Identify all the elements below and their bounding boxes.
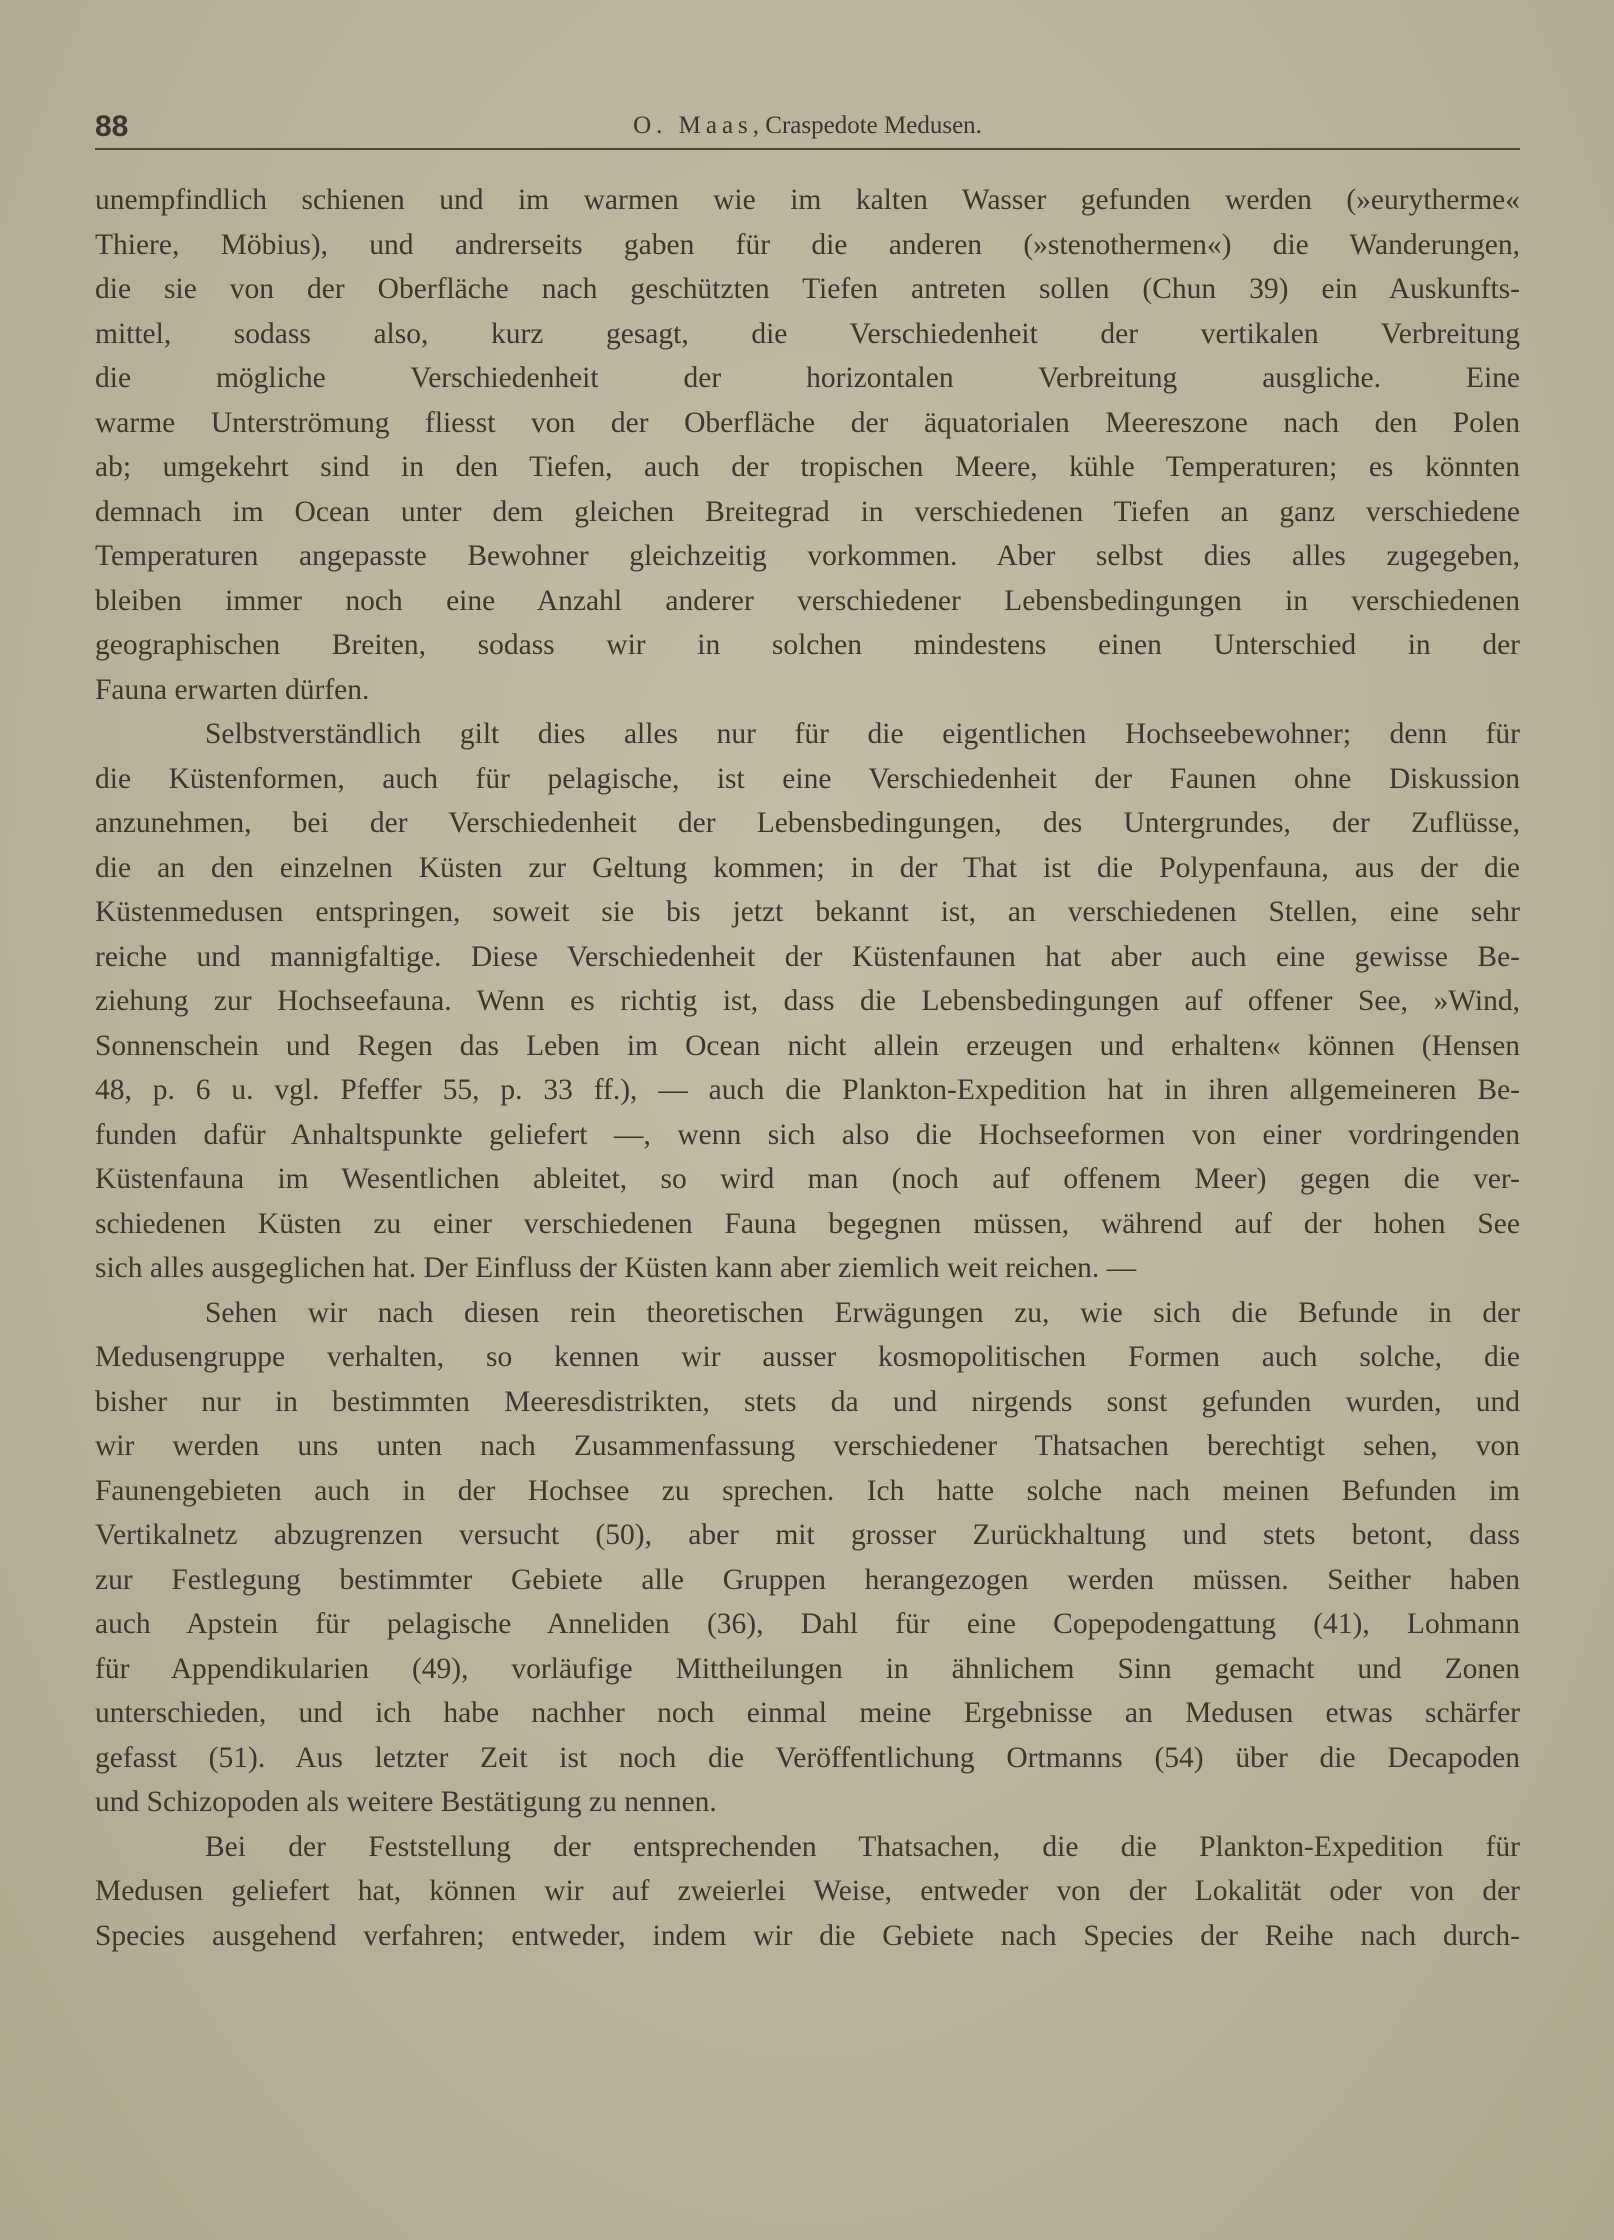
text-line: für Appendikularien (49), vorläufige Mittheilungen in ähnlichem Sinn gemacht und Zonen xyxy=(95,1652,1520,1685)
running-head: O. Maas, Craspedote Medusen. xyxy=(633,112,982,139)
text-line: und Schizopoden als weitere Bestätigung zu nennen. xyxy=(95,1786,717,1818)
text-line: Medusen geliefert hat, können wir auf zweierlei Weise, entweder von der Lokalität oder von der xyxy=(95,1875,1520,1907)
text-line: ziehung zur Hochseefauna. Wenn es richtig ist, dass die Lebensbedingungen auf offener See, »Wind, xyxy=(95,985,1520,1017)
text-line: Medusengruppe verhalten, so kennen wir ausser kosmopolitischen Formen auch solche, die xyxy=(95,1341,1520,1373)
text-line: demnach im Ocean unter dem gleichen Breitegrad in verschiedenen Tiefen an ganz verschiedene xyxy=(95,495,1520,528)
text-line: die sie von der Oberfläche nach geschützten Tiefen antreten sollen (Chun 39) ein Auskunfts- xyxy=(95,273,1520,305)
text-line: mittel, sodass also, kurz gesagt, die Verschiedenheit der vertikalen Verbreitung xyxy=(95,317,1520,350)
text-line: schiedenen Küsten zu einer verschiedenen Fauna begegnen müssen, während auf der hohen See xyxy=(95,1207,1520,1240)
text-line: Sonnenschein und Regen das Leben im Ocean nicht allein erzeugen und erhalten« können (Hensen xyxy=(95,1029,1520,1062)
text-line: reiche und mannigfaltige. Diese Verschiedenheit der Küstenfaunen hat aber auch eine gewisse Be- xyxy=(95,940,1520,973)
text-line: Thiere, Möbius), und andrerseits gaben für die anderen (»stenothermen«) die Wanderungen, xyxy=(95,228,1520,261)
running-head-title: Craspedote Medusen. xyxy=(765,112,982,139)
text-line: Temperaturen angepasste Bewohner gleichzeitig vorkommen. Aber selbst dies alles zugegeben, xyxy=(95,540,1520,572)
text-line: 48, p. 6 u. vgl. Pfeffer 55, p. 33 ff.), — auch die Plankton-Expedition hat in ihren allgemeineren Be- xyxy=(95,1074,1520,1106)
text-line: Bei der Feststellung der entsprechenden Thatsachen, die die Plankton-Expedition für xyxy=(205,1830,1520,1863)
text-line: auch Apstein für pelagische Anneliden (36), Dahl für eine Copepodengattung (41), Lohmann xyxy=(95,1608,1520,1640)
text-line: Küstenmedusen entspringen, soweit sie bis jetzt bekannt ist, an verschiedenen Stellen, eine sehr xyxy=(95,896,1520,928)
page-header xyxy=(95,108,1520,150)
text-line: ab; umgekehrt sind in den Tiefen, auch der tropischen Meere, kühle Temperaturen; es könnten xyxy=(95,451,1520,483)
text-line: warme Unterströmung fliesst von der Oberfläche der äquatorialen Meereszone nach den Polen xyxy=(95,406,1520,439)
running-head-author: O. Maas xyxy=(633,112,753,139)
text-line: unterschieden, und ich habe nachher noch einmal meine Ergebnisse an Medusen etwas schärfer xyxy=(95,1697,1520,1729)
text-line: Species ausgehend verfahren; entweder, indem wir die Gebiete nach Species der Reihe nach durch- xyxy=(95,1919,1520,1952)
body-text xyxy=(95,178,1520,1958)
text-line: Faunengebieten auch in der Hochsee zu sprechen. Ich hatte solche nach meinen Befunden im xyxy=(95,1474,1520,1507)
text-line: Sehen wir nach diesen rein theoretischen Erwägungen zu, wie sich die Befunde in der xyxy=(205,1296,1520,1329)
text-line: bleiben immer noch eine Anzahl anderer verschiedener Lebensbedingungen in verschiedenen xyxy=(95,584,1520,617)
text-line: Vertikalnetz abzugrenzen versucht (50), aber mit grosser Zurückhaltung und stets betont, dass xyxy=(95,1519,1520,1551)
text-line: anzunehmen, bei der Verschiedenheit der Lebensbedingungen, des Untergrundes, der Zuflüsse, xyxy=(95,807,1520,839)
text-line: Selbstverständlich gilt dies alles nur für die eigentlichen Hochseebewohner; denn für xyxy=(205,718,1520,750)
text-line: funden dafür Anhaltspunkte geliefert —, wenn sich also die Hochseeformen von einer vordringenden xyxy=(95,1118,1520,1151)
text-line: geographischen Breiten, sodass wir in solchen mindestens einen Unterschied in der xyxy=(95,629,1520,661)
text-line: Küstenfauna im Wesentlichen ableitet, so wird man (noch auf offenem Meer) gegen die ver- xyxy=(95,1163,1520,1195)
text-line: die an den einzelnen Küsten zur Geltung kommen; in der That ist die Polypenfauna, aus der die xyxy=(95,851,1520,884)
text-line: unempfindlich schienen und im warmen wie im kalten Wasser gefunden werden (»eurytherme« xyxy=(95,184,1520,216)
text-line: sich alles ausgeglichen hat. Der Einfluss der Küsten kann aber ziemlich weit reichen. — xyxy=(95,1252,1137,1284)
text-line: bisher nur in bestimmten Meeresdistrikten, stets da und nirgends sonst gefunden wurden, und xyxy=(95,1385,1520,1418)
text-line: die mögliche Verschiedenheit der horizontalen Verbreitung ausgliche. Eine xyxy=(95,362,1520,394)
text-line: gefasst (51). Aus letzter Zeit ist noch die Veröffentlichung Ortmanns (54) über die Decapoden xyxy=(95,1741,1520,1774)
text-line: die Küstenformen, auch für pelagische, ist eine Verschiedenheit der Faunen ohne Diskussion xyxy=(95,762,1520,795)
page-number: 88 xyxy=(95,110,129,143)
text-line: zur Festlegung bestimmter Gebiete alle Gruppen herangezogen werden müssen. Seither haben xyxy=(95,1563,1520,1596)
text-line: Fauna erwarten dürfen. xyxy=(95,673,370,706)
text-line: wir werden uns unten nach Zusammenfassung verschiedener Thatsachen berechtigt sehen, von xyxy=(95,1430,1520,1462)
